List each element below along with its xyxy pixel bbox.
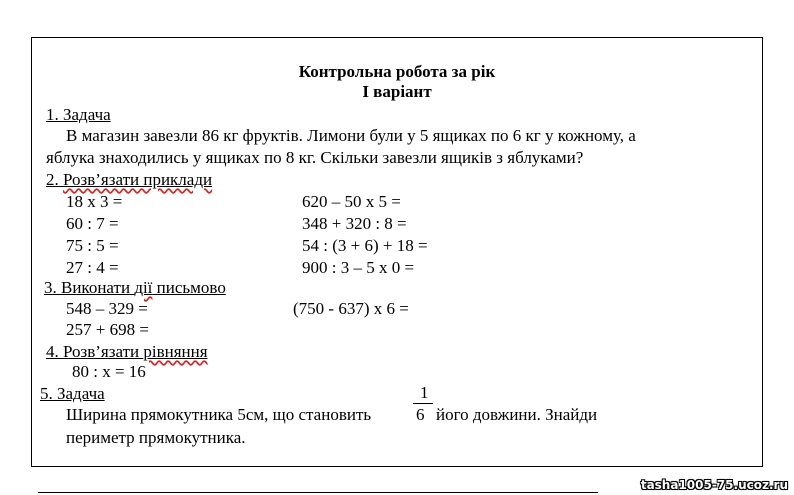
task3-right-1: (750 - 637) х 6 = [293, 299, 409, 318]
task3-heading [44, 278, 226, 298]
page-bottom-rule [38, 492, 598, 493]
task2-right-1: 620 – 50 х 5 = [302, 192, 401, 211]
task5-text-line1-before: Ширина прямокутника 5см, що становить [66, 405, 372, 424]
task5-text-line2: периметр прямокутника. [66, 428, 246, 447]
task4-heading [46, 342, 208, 362]
task5-text-line1-after: його довжини. Знайди [436, 405, 598, 424]
task5-fraction-bar [413, 403, 433, 404]
task5-heading: 5. Задача [40, 384, 105, 403]
task1-text-line1: В магазин завезли 86 кг фруктів. Лимони були у 5 ящиках по 6 кг у кожному, а [66, 126, 636, 145]
task2-right-2: 348 + 320 : 8 = [302, 214, 407, 233]
task1-heading: 1. Задача [46, 105, 111, 124]
task5-fraction-denominator: 6 [416, 405, 425, 424]
document-variant: І варіант [362, 82, 432, 101]
task3-heading-suffix: письмово [152, 278, 226, 297]
task4-equation: 80 : х = 16 [72, 362, 146, 381]
task4-number: 4. [46, 342, 63, 361]
task4-heading-wavy: рівняння [143, 342, 208, 361]
task2-heading [46, 170, 212, 190]
task2-left-3: 75 : 5 = [66, 236, 119, 255]
task2-number: 2. [46, 170, 63, 189]
task3-heading-wavy: дії [134, 278, 153, 297]
task2-left-1: 18 х 3 = [66, 192, 123, 211]
task2-heading-text: Розв’язати приклади [63, 170, 213, 189]
document-title: Контрольна робота за рік [298, 62, 496, 81]
task3-heading-prefix: 3. Виконати [44, 278, 135, 297]
task5-fraction-numerator: 1 [420, 383, 429, 402]
task3-left-1: 548 – 329 = [66, 299, 148, 318]
task3-left-2: 257 + 698 = [66, 320, 149, 339]
task2-right-4: 900 : 3 – 5 х 0 = [302, 258, 415, 277]
task2-left-2: 60 : 7 = [66, 214, 119, 233]
task2-left-4: 27 : 4 = [66, 258, 119, 277]
site-watermark: tasha1005-75.ucoz.ru [640, 478, 788, 492]
task1-text-line2: яблука знаходились у ящиках по 8 кг. Скільки завезли ящиків з яблуками? [46, 148, 584, 167]
task2-right-3: 54 : (3 + 6) + 18 = [302, 236, 428, 255]
task4-heading-prefix: Розв’язати [63, 342, 144, 361]
